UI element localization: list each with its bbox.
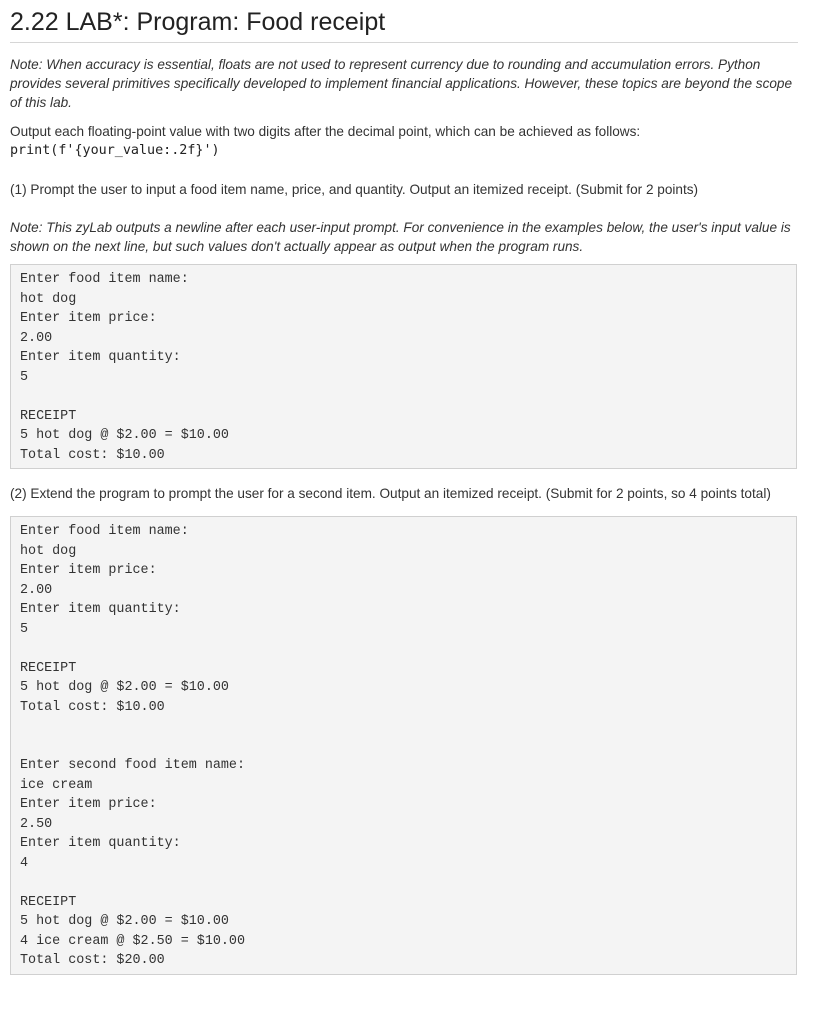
code-line: hot dog	[20, 291, 77, 307]
code-line: 5 hot dog @ $2.00 = $10.00	[20, 680, 229, 695]
newline-note: Note: This zyLab outputs a newline after each user-input prompt. For convenience in the examples below, the user's input value is shown on the next line, but such values don't actually appear as output when the program runs.	[10, 220, 791, 254]
code-line: 2.00	[20, 582, 53, 598]
code-line: Enter food item name:	[20, 524, 189, 539]
code-line: Enter food item name:	[20, 272, 189, 287]
example-2-output	[10, 516, 797, 975]
code-line: Enter item price:	[20, 563, 157, 578]
code-line: Total cost: $10.00	[20, 699, 165, 715]
code-line: RECEIPT	[20, 408, 77, 424]
example-1-lines	[20, 270, 796, 465]
code-line: 5	[20, 621, 29, 637]
code-line: 2.50	[20, 816, 53, 832]
step-1-text: (1) Prompt the user to input a food item name, price, and quantity. Output an itemized receipt. (Submit for 2 points)	[10, 182, 699, 197]
code-line: 4	[20, 855, 29, 871]
code-line	[20, 737, 796, 757]
example-1-output	[10, 264, 797, 469]
code-line: 5 hot dog @ $2.00 = $10.00	[20, 428, 229, 443]
code-line: 5 hot dog @ $2.00 = $10.00	[20, 914, 229, 929]
code-line: Enter second food item name:	[20, 758, 245, 773]
code-line: Enter item price:	[20, 311, 157, 326]
code-line: Enter item quantity:	[20, 602, 181, 617]
code-line: Enter item price:	[20, 797, 157, 812]
code-example: print(f'{your_value:.2f}')	[10, 143, 220, 158]
code-line: 4 ice cream @ $2.50 = $10.00	[20, 933, 245, 949]
example-2-lines	[20, 522, 796, 971]
code-line: 5	[20, 369, 29, 385]
output-instruction: Output each floating-point value with two digits after the decimal point, which can be achieved as follows:	[10, 124, 641, 139]
code-line: RECEIPT	[20, 894, 77, 910]
accuracy-note: Note: When accuracy is essential, floats are not used to represent currency due to rounding and accumulation errors. Python provides several primitives specifically developed to implement financial applications. However, these topics are beyond the scope of this lab.	[10, 57, 793, 110]
code-line: Enter item quantity:	[20, 836, 181, 851]
step-2-text: (2) Extend the program to prompt the user for a second item. Output an itemized receipt. (Submit for 2 points, so 4 points total)	[10, 486, 771, 501]
page-title: 2.22 LAB*: Program: Food receipt	[10, 8, 386, 36]
lab-page	[10, 0, 798, 975]
code-line: Total cost: $10.00	[20, 447, 165, 463]
code-line	[20, 873, 796, 893]
code-line: RECEIPT	[20, 660, 77, 676]
code-line	[20, 717, 796, 737]
title-divider	[10, 42, 798, 43]
code-line	[20, 639, 796, 659]
code-line	[20, 387, 796, 407]
code-line: ice cream	[20, 777, 93, 793]
code-line: Enter item quantity:	[20, 350, 181, 365]
code-line: hot dog	[20, 543, 77, 559]
code-line: Total cost: $20.00	[20, 953, 165, 968]
code-line: 2.00	[20, 330, 53, 346]
